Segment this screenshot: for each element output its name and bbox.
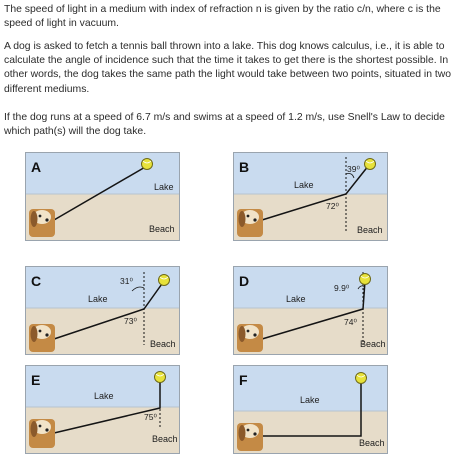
lake-label: Lake [154,182,174,192]
tennis-ball-icon [155,372,166,383]
panel-letter: E [31,372,41,388]
panel-letter: C [31,273,42,289]
tennis-ball-icon [360,274,371,285]
tennis-ball-icon [365,159,376,170]
tennis-ball-icon [142,159,153,170]
beach-label: Beach [360,339,386,349]
beach-label: Beach [149,224,175,234]
panel-letter: D [239,273,250,289]
beach-label: Beach [152,434,178,444]
tennis-ball-icon [159,275,170,286]
panel-b [233,152,388,241]
dog-icon [29,419,55,448]
lake-label: Lake [88,294,108,304]
lake-label: Lake [300,395,320,405]
panel-f [233,365,388,454]
lake-label: Lake [286,294,306,304]
tennis-ball-icon [356,373,367,384]
beach-label: Beach [150,339,176,349]
dog-icon [237,209,263,237]
panel-letter: A [31,159,42,175]
angle-bottom-label: 75⁰ [144,412,157,422]
angle-bottom-label: 74⁰ [344,317,357,327]
dog-icon [29,324,55,352]
panel-c [25,266,180,355]
problem-paragraph: A dog is asked to fetch a tennis ball thrown into a lake. This dog knows calculus, i.e., it is able to calculate the angle of incidence such that the time it takes to get there is the shortest possible. In other words, the dog takes the same path the light would take between two points, situated in two different mediums. [4,41,452,95]
angle-top-label: 39⁰ [347,164,360,174]
panel-e [25,365,180,454]
question-paragraph: If the dog runs at a speed of 6.7 m/s and swims at a speed of 1.2 m/s, use Snell's Law to decide which path(s) will the dog take. [4,112,445,138]
panel-letter: B [239,159,250,175]
dog-icon [29,209,55,237]
angle-top-label: 9.9⁰ [334,283,350,293]
beach-label: Beach [357,225,383,235]
panel-d [233,266,388,355]
lake-label: Lake [94,391,114,401]
angle-top-label: 31⁰ [120,276,133,286]
beach-label: Beach [359,438,385,448]
angle-bottom-label: 73⁰ [124,316,137,326]
panel-letter: F [239,372,248,388]
panel-a [25,152,180,241]
dog-icon [237,423,263,451]
intro-paragraph: The speed of light in a medium with index of refraction n is given by the ratio c/n, where c is the speed of light in vacuum. [4,4,441,30]
angle-bottom-label: 72⁰ [326,201,339,211]
lake-label: Lake [294,180,314,190]
dog-icon [237,324,263,352]
